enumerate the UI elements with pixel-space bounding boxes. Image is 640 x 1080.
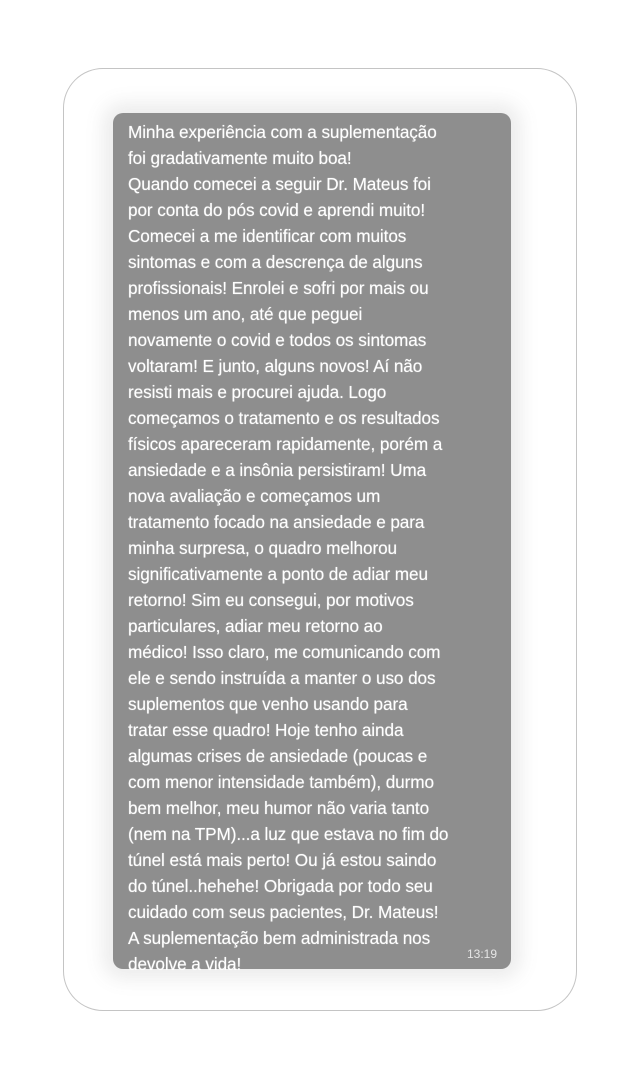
chat-message-bubble (113, 113, 511, 974)
message-timestamp: 13:19 (466, 947, 497, 961)
message-text: Minha experiência com a suplementação foi gradativamente muito boa! Quando comecei a seguir Dr. Mateus foi por conta do pós covid e aprendi muito! Comecei a me identificar com muitos sintomas e com a descrença de alguns profissionais! Enrolei e sofri por mais ou menos um ano, até que peguei novamente o covid e todos os sintomas voltaram! E junto, alguns novos! Aí não resisti mais e procurei ajuda. Logo começamos o tratamento e os resultados físicos apareceram rapidamente, porém a ansiedade e a insônia persistiram! Uma nova avaliação e começamos um tratamento focado na ansiedade e para minha surpresa, o quadro melhorou significativamente a ponto de adiar meu retorno! Sim eu consegui, por motivos particulares, adiar meu retorno ao médico! Isso claro, me comunicando com ele e sendo instruída a manter o uso dos suplementos que venho usando para tratar esse quadro! Hoje tenho ainda algumas crises de ansiedade (poucas e com menor intensidade também), durmo bem melhor, meu humor não varia tanto (nem na TPM)...a luz que estava no fim do túnel está mais perto! Ou já estou saindo do túnel..hehehe! Obrigada por todo seu cuidado com seus pacientes, Dr. Mateus! A suplementação bem administrada nos devolve a vida! (128, 122, 449, 974)
